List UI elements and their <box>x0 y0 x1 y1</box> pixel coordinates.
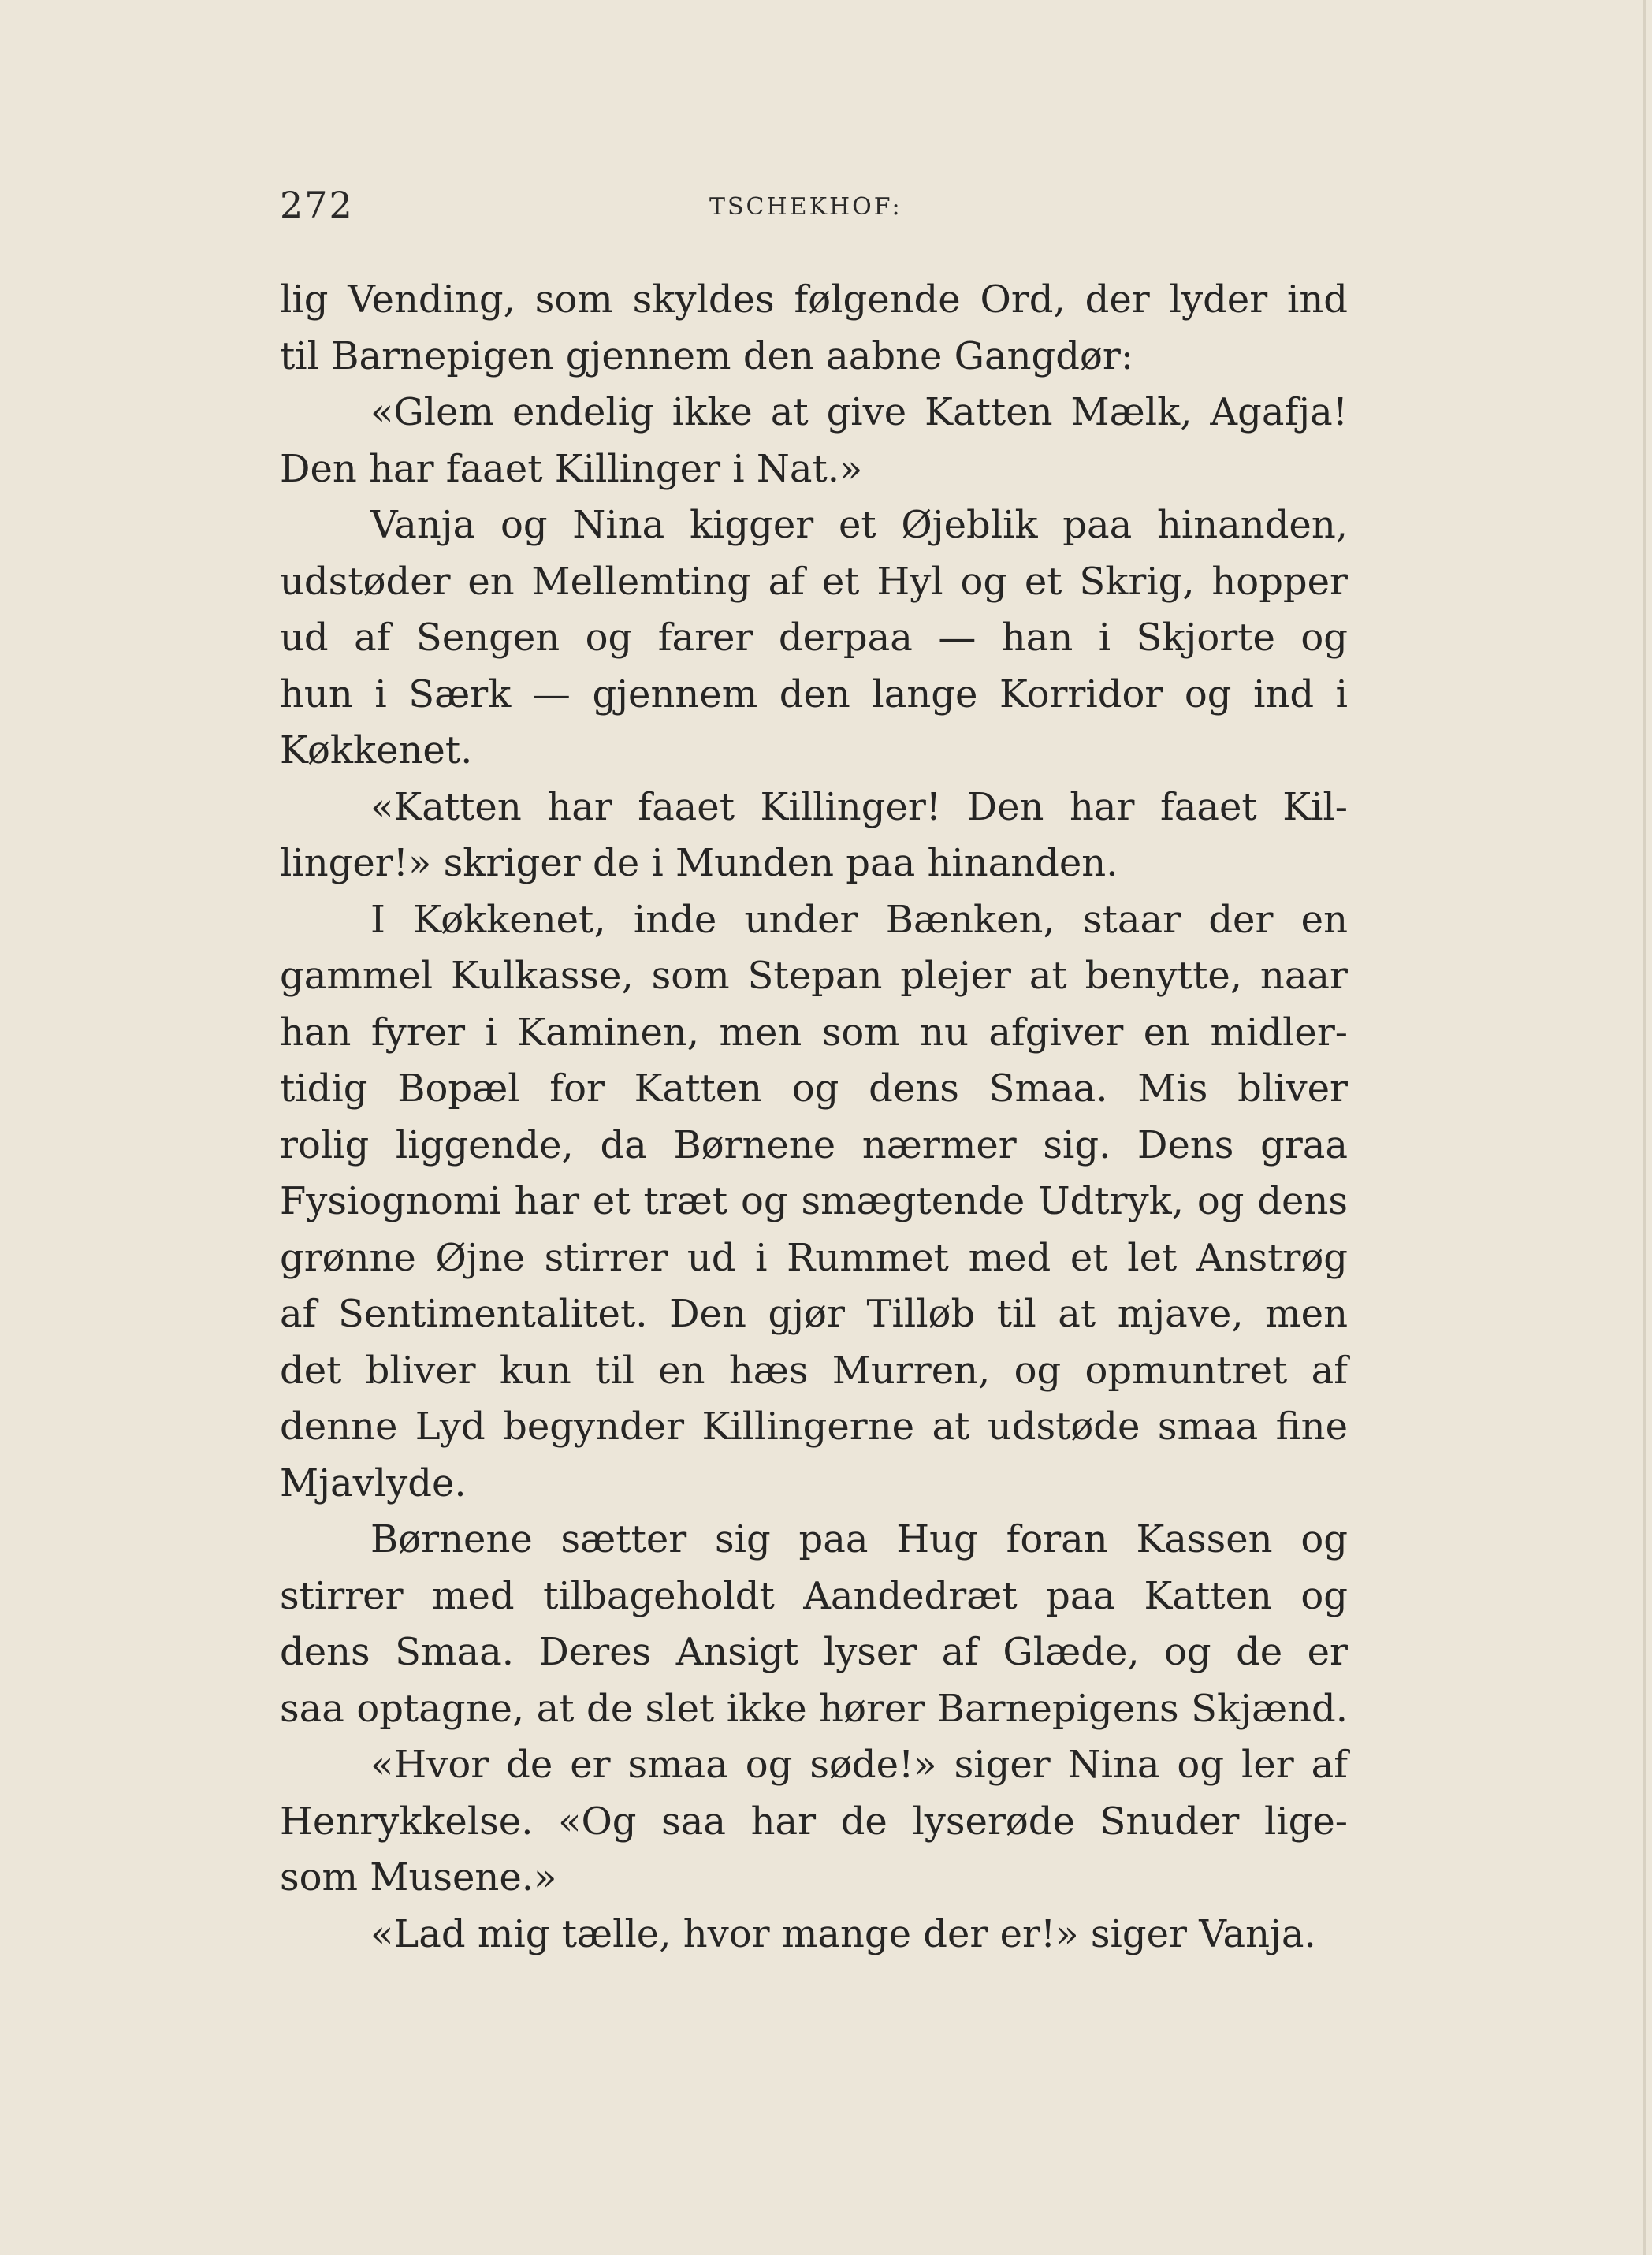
text-line: Vanja og Nina kigger et Øjeblik paa hinanden, <box>370 503 1348 547</box>
text-line: lig Vending, som skyldes følgende Ord, der lyder ind <box>280 277 1348 322</box>
text-line: grønne Øjne stirrer ud i Rummet med et let Anstrøg <box>280 1235 1348 1280</box>
text-line: «Glem endelig ikke at give Katten Mælk, Agafja! <box>370 390 1348 434</box>
text-line: af Sentimentalitet. Den gjør Tilløb til at mjave, men <box>280 1292 1348 1336</box>
text-line: I Køkkenet, inde under Bænken, staar der en <box>370 897 1348 942</box>
text-line: stirrer med tilbageholdt Aandedræt paa Katten og <box>280 1573 1348 1618</box>
text-line: «Hvor de er smaa og søde!» siger Nina og ler af <box>370 1743 1348 1787</box>
text-line: ud af Sengen og farer derpaa — han i Skjorte og <box>280 616 1348 660</box>
text-line: dens Smaa. Deres Ansigt lyser af Glæde, og de er <box>280 1630 1348 1674</box>
text-line: Mjavlyde. <box>280 1461 467 1505</box>
page-edge <box>1643 0 1646 2255</box>
text-line: Køkkenet. <box>280 728 473 772</box>
body-text <box>280 272 1348 1963</box>
text-line: Henrykkelse. «Og saa har de lyserøde Snuder lige- <box>280 1799 1348 1844</box>
running-title: TSCHEKHOF: <box>709 193 902 221</box>
text-line: hun i Særk — gjennem den lange Korridor og ind i <box>280 672 1348 716</box>
text-line: denne Lyd begynder Killingerne at udstøde smaa fine <box>280 1405 1348 1449</box>
text-line: linger!» skriger de i Munden paa hinanden. <box>280 841 1118 885</box>
text-line: «Katten har faaet Killinger! Den har faaet Kil- <box>370 784 1348 829</box>
text-line: udstøder en Mellemting af et Hyl og et Skrig, hopper <box>280 559 1348 604</box>
text-line: tidig Bopæl for Katten og dens Smaa. Mis bliver <box>280 1066 1348 1111</box>
text-line: til Barnepigen gjennem den aabne Gangdør: <box>280 333 1133 378</box>
text-line: Fysiognomi har et træt og smægtende Udtryk, og dens <box>280 1179 1348 1223</box>
text-line: Børnene sætter sig paa Hug foran Kassen og <box>370 1517 1348 1561</box>
text-line: «Lad mig tælle, hvor mange der er!» siger Vanja. <box>370 1911 1316 1956</box>
text-line: rolig liggende, da Børnene nærmer sig. Dens graa <box>280 1122 1348 1167</box>
text-line: Den har faaet Killinger i Nat.» <box>280 446 863 491</box>
text-line: som Musene.» <box>280 1855 557 1900</box>
page-header <box>280 177 1348 233</box>
text-line: saa optagne, at de slet ikke hører Barnepigens Skjænd. <box>280 1686 1348 1731</box>
page-number: 272 <box>280 184 354 226</box>
text-line: det bliver kun til en hæs Murren, og opmuntret af <box>280 1348 1348 1393</box>
text-line: han fyrer i Kaminen, men som nu afgiver en midler- <box>280 1010 1348 1055</box>
text-line: gammel Kulkasse, som Stepan plejer at benytte, naar <box>280 954 1348 998</box>
